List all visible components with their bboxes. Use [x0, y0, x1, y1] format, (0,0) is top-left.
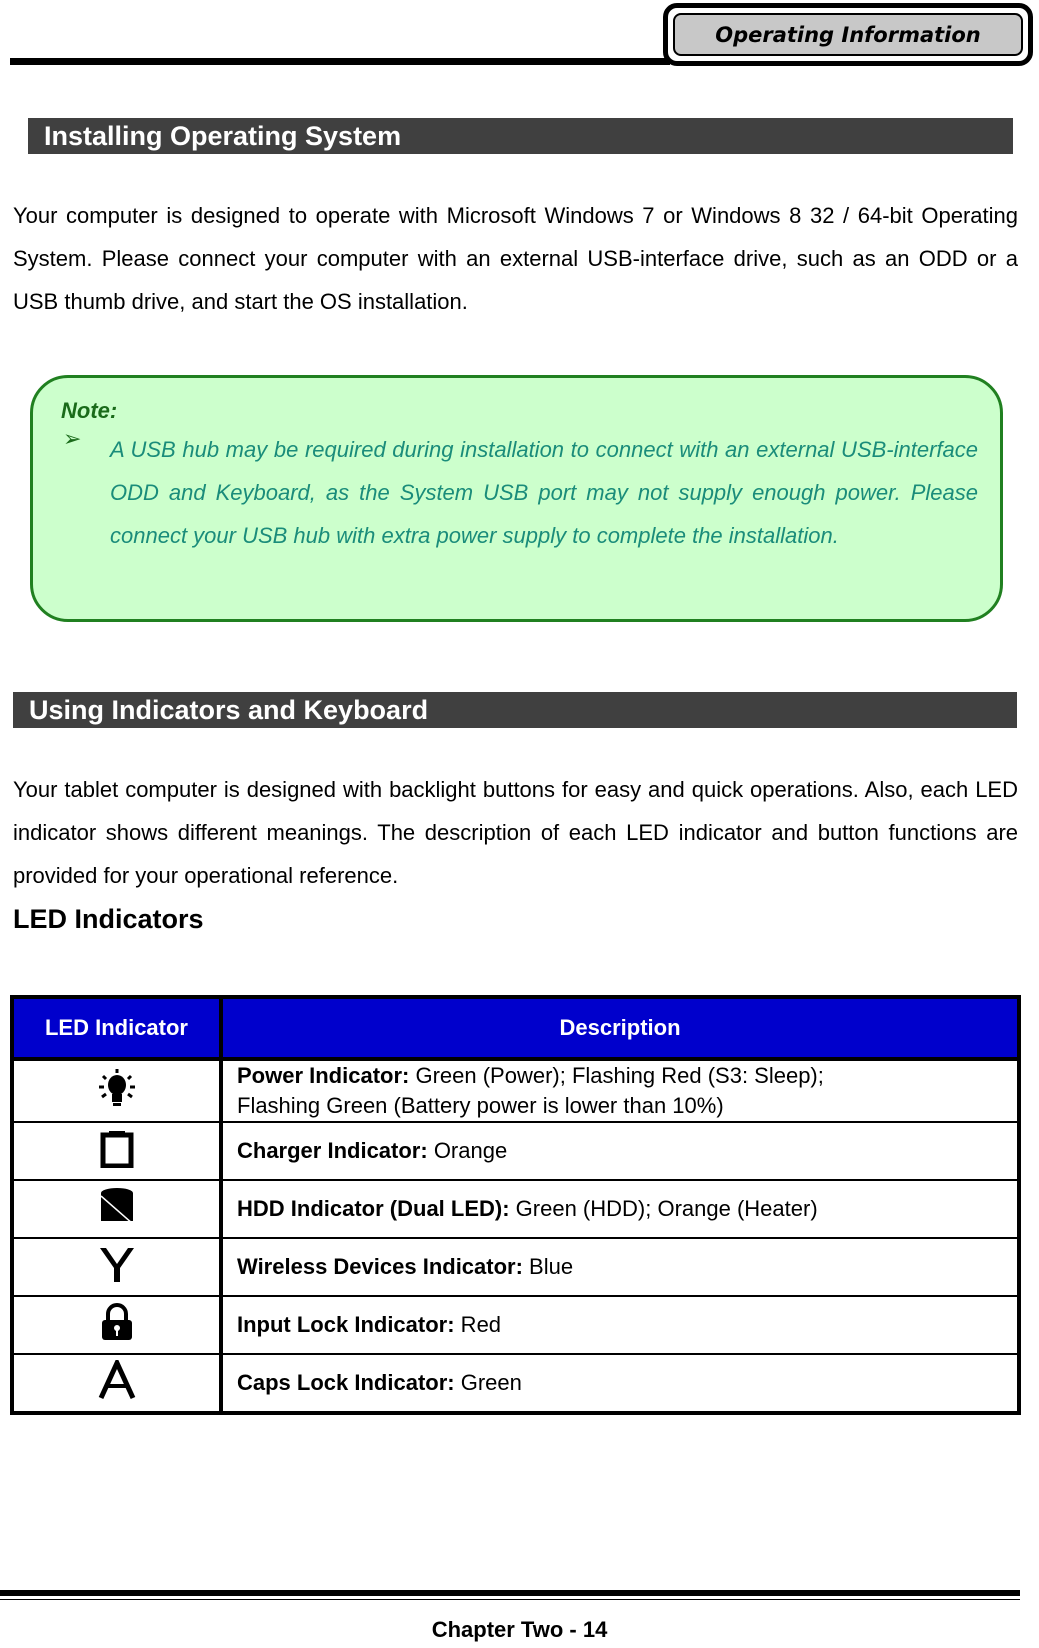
row-text: Red: [454, 1312, 502, 1337]
row-text-line2: Flashing Green (Battery power is lower than 10%): [237, 1093, 724, 1118]
row-text: Green: [454, 1370, 522, 1395]
footer-rule: [0, 1590, 1020, 1596]
table-cell-description: [221, 1238, 1019, 1296]
table-cell-description: [221, 1180, 1019, 1238]
row-text: Green (HDD); Orange (Heater): [509, 1196, 818, 1221]
row-label: Charger Indicator:: [237, 1138, 428, 1163]
table-cell-description: [221, 1354, 1019, 1413]
table-cell-description: [221, 1059, 1019, 1122]
hdd-icon: [12, 1180, 221, 1238]
table-cell-description: [221, 1122, 1019, 1180]
table-row: [12, 1059, 1019, 1122]
header-tab-label: Operating Information: [673, 13, 1023, 56]
row-text: Green (Power); Flashing Red (S3: Sleep);: [409, 1063, 824, 1088]
section-title-installing-os: Installing Operating System: [28, 118, 1013, 154]
row-label: Caps Lock Indicator:: [237, 1370, 455, 1395]
table-header-led-indicator: LED Indicator: [12, 997, 221, 1059]
power-bulb-icon: [12, 1059, 221, 1122]
section-paragraph-installing-os: Your computer is designed to operate with Microsoft Windows 7 or Windows 8 32 / 64-bit Operating System. Please connect your computer with an external USB-interface drive, such as an ODD or a USB thumb drive, and start the OS installation.: [13, 203, 1018, 314]
wireless-antenna-icon: [12, 1238, 221, 1296]
led-indicator-table: [10, 995, 1021, 1415]
section-paragraph-indicators: Your tablet computer is designed with backlight buttons for easy and quick operations. Also, each LED indicator shows different meanings. The description of each LED indicator and button functions are provided for your operational reference.: [13, 777, 1018, 888]
row-label: Wireless Devices Indicator:: [237, 1254, 523, 1279]
footer-rule-thin: [0, 1599, 1020, 1600]
row-text: Blue: [522, 1254, 574, 1279]
led-indicators-heading: LED Indicators: [13, 904, 204, 934]
row-label: Input Lock Indicator:: [237, 1312, 455, 1337]
page-footer: Chapter Two - 14: [431, 1617, 608, 1642]
caps-lock-a-icon: [12, 1354, 221, 1413]
table-row: [12, 1238, 1019, 1296]
table-row: [12, 1122, 1019, 1180]
table-header-description: Description: [221, 997, 1019, 1059]
table-row: [12, 1354, 1019, 1413]
row-label: HDD Indicator (Dual LED):: [237, 1196, 510, 1221]
note-bullet-icon: ➢: [63, 426, 82, 451]
table-row: [12, 1296, 1019, 1354]
note-label: Note:: [61, 398, 118, 423]
header-tab: [663, 3, 1033, 66]
table-row: [12, 1180, 1019, 1238]
battery-icon: [12, 1122, 221, 1180]
note-box: [30, 375, 1003, 622]
row-text: Orange: [427, 1138, 508, 1163]
header-rule: [10, 58, 670, 65]
padlock-icon: [12, 1296, 221, 1354]
section-title-indicators: Using Indicators and Keyboard: [13, 692, 1017, 728]
table-cell-description: [221, 1296, 1019, 1354]
row-label: Power Indicator:: [237, 1063, 410, 1088]
note-text: A USB hub may be required during installation to connect with an external USB-interface ODD and Keyboard, as the System USB port may not supply enough power. Please connect your USB hub with extra power supply to complete the installation.: [110, 437, 978, 548]
